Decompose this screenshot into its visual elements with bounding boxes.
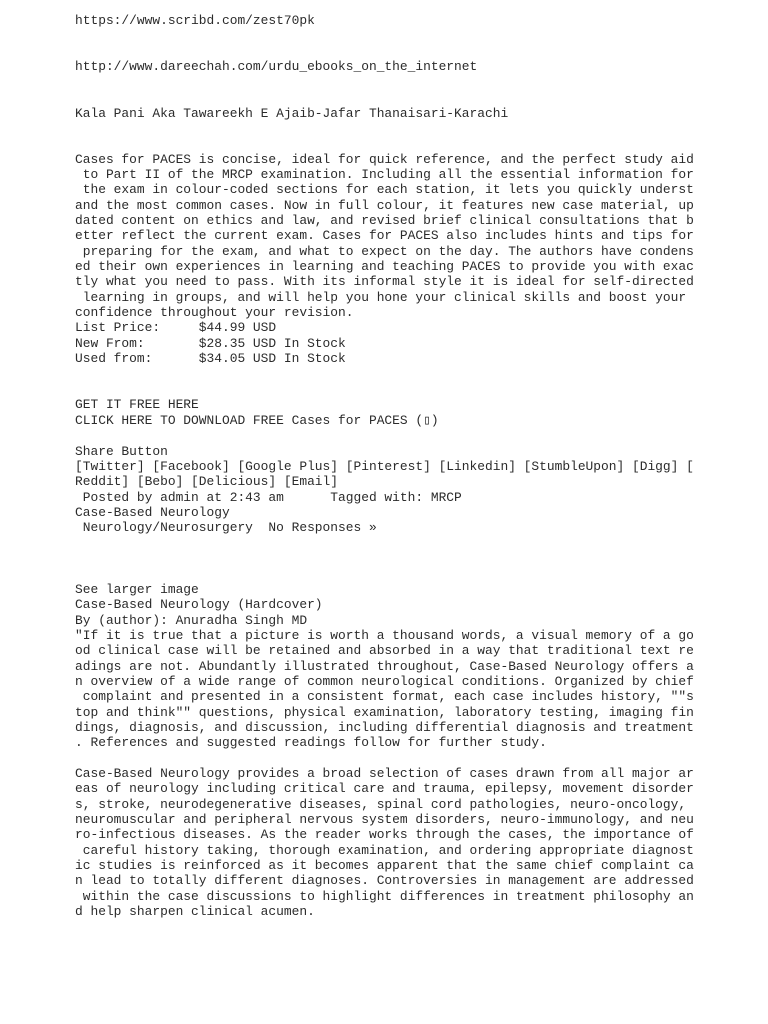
new-from-price: New From: $28.35 USD In Stock bbox=[75, 336, 346, 351]
share-buttons-line[interactable]: Reddit] [Bebo] [Delicious] [Email] bbox=[75, 474, 339, 489]
neurology-paragraph-line: Case-Based Neurology provides a broad selection of cases drawn from all major ar bbox=[75, 766, 694, 781]
neurology-paragraph-line: n lead to totally different diagnoses. Controversies in management are addressed bbox=[75, 873, 694, 888]
neurology-paragraph-line: "If it is true that a picture is worth a thousand words, a visual memory of a go bbox=[75, 628, 694, 643]
neurology-paragraph-line: eas of neurology including critical care and trauma, epilepsy, movement disorder bbox=[75, 781, 694, 796]
paces-description-line: etter reflect the current exam. Cases for PACES also includes hints and tips for bbox=[75, 228, 694, 243]
scribd-link[interactable]: https://www.scribd.com/zest70pk bbox=[75, 13, 315, 28]
paces-description-line: confidence throughout your revision. bbox=[75, 305, 354, 320]
neurology-paragraph-line: top and think"" questions, physical examination, laboratory testing, imaging fin bbox=[75, 705, 694, 720]
neurology-paragraph-line: ic studies is reinforced as it becomes apparent that the same chief complaint ca bbox=[75, 858, 694, 873]
paces-description-line: preparing for the exam, and what to expect on the day. The authors have condens bbox=[75, 244, 694, 259]
neurology-paragraph-line: . References and suggested readings follow for further study. bbox=[75, 735, 547, 750]
paces-description-line: to Part II of the MRCP examination. Including all the essential information for bbox=[75, 167, 694, 182]
post-category[interactable]: Neurology/Neurosurgery No Responses » bbox=[75, 520, 377, 535]
download-link[interactable]: CLICK HERE TO DOWNLOAD FREE Cases for PACES (▯) bbox=[75, 413, 439, 428]
neurology-paragraph-line: od clinical case will be retained and absorbed in a way that traditional text re bbox=[75, 643, 694, 658]
paces-description-line: ed their own experiences in learning and teaching PACES to provide you with exac bbox=[75, 259, 694, 274]
paces-description-line: Cases for PACES is concise, ideal for quick reference, and the perfect study aid bbox=[75, 152, 694, 167]
neurology-paragraph-line: s, stroke, neurodegenerative diseases, spinal cord pathologies, neuro-oncology, bbox=[75, 797, 687, 812]
share-heading: Share Button bbox=[75, 444, 168, 459]
book-title-line: Kala Pani Aka Tawareekh E Ajaib-Jafar Thanaisari-Karachi bbox=[75, 106, 509, 121]
paces-description-line: the exam in colour-coded sections for each station, it lets you quickly underst bbox=[75, 182, 694, 197]
neurology-paragraph-line: neuromuscular and peripheral nervous system disorders, neuro-immunology, and neu bbox=[75, 812, 694, 827]
neurology-book-title: Case-Based Neurology (Hardcover) bbox=[75, 597, 323, 612]
neurology-paragraph-line: complaint and presented in a consistent format, each case includes history, ""s bbox=[75, 689, 694, 704]
neurology-paragraph-line: within the case discussions to highlight differences in treatment philosophy an bbox=[75, 889, 694, 904]
list-price: List Price: $44.99 USD bbox=[75, 320, 277, 335]
neurology-paragraph-line: n overview of a wide range of common neurological conditions. Organized by chief bbox=[75, 674, 694, 689]
see-larger-image-link[interactable]: See larger image bbox=[75, 582, 199, 597]
neurology-paragraph-line: ro-infectious diseases. As the reader works through the cases, the importance of bbox=[75, 827, 694, 842]
neurology-paragraph-line: careful history taking, thorough examination, and ordering appropriate diagnost bbox=[75, 843, 694, 858]
neurology-paragraph-line: d help sharpen clinical acumen. bbox=[75, 904, 315, 919]
neurology-author: By (author): Anuradha Singh MD bbox=[75, 613, 308, 628]
paces-description-line: and the most common cases. Now in full colour, it features new case material, up bbox=[75, 198, 694, 213]
neurology-paragraph-line: adings are not. Abundantly illustrated throughout, Case-Based Neurology offers a bbox=[75, 659, 694, 674]
dareechah-link[interactable]: http://www.dareechah.com/urdu_ebooks_on_the_internet bbox=[75, 59, 478, 74]
post-title[interactable]: Case-Based Neurology bbox=[75, 505, 230, 520]
paces-description-line: learning in groups, and will help you hone your clinical skills and boost your bbox=[75, 290, 687, 305]
post-meta: Posted by admin at 2:43 am Tagged with: MRCP bbox=[75, 490, 462, 505]
neurology-paragraph-line: dings, diagnosis, and discussion, including differential diagnosis and treatment bbox=[75, 720, 694, 735]
used-from-price: Used from: $34.05 USD In Stock bbox=[75, 351, 346, 366]
paces-description-line: dated content on ethics and law, and revised brief clinical consultations that b bbox=[75, 213, 694, 228]
get-it-free-link[interactable]: GET IT FREE HERE bbox=[75, 397, 199, 412]
paces-description-line: tly what you need to pass. With its informal style it is ideal for self-directed bbox=[75, 274, 694, 289]
share-buttons-line[interactable]: [Twitter] [Facebook] [Google Plus] [Pinterest] [Linkedin] [StumbleUpon] [Digg] [ bbox=[75, 459, 694, 474]
